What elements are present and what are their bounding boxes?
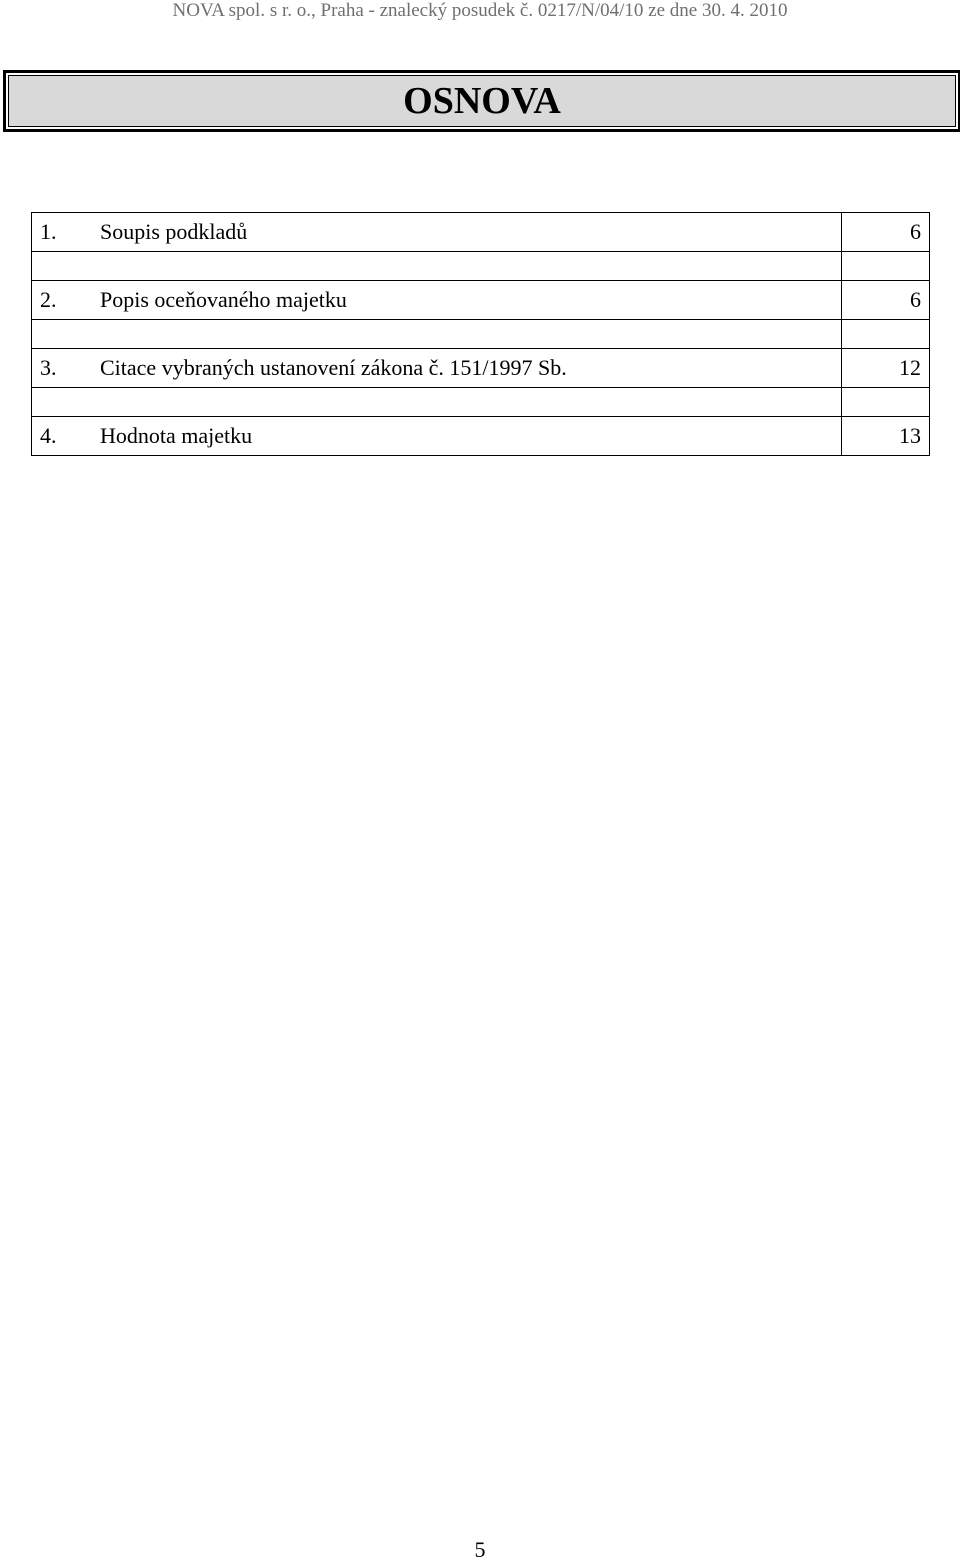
toc-item-label: Soupis podkladů [100,219,248,244]
toc-item-number: 1. [40,219,57,244]
toc-item-page: 6 [842,281,930,320]
toc-item-cell [32,281,842,320]
toc-item-page: 12 [842,349,930,388]
toc-item-label: Citace vybraných ustanovení zákona č. 151/1997 Sb. [100,355,567,380]
table-of-contents [31,212,930,456]
toc-row [32,349,930,388]
toc-item-number: 2. [40,287,57,312]
toc-item-label: Popis oceňovaného majetku [100,287,347,312]
running-header: NOVA spol. s r. o., Praha - znalecký posudek č. 0217/N/04/10 ze dne 30. 4. 2010 [172,0,788,21]
toc-spacer-row [32,252,930,281]
toc-spacer-row [32,320,930,349]
page-number: 5 [474,1537,486,1562]
toc-item-cell [32,349,842,388]
toc-item-number: 4. [40,423,57,448]
toc-item-cell [32,213,842,252]
toc-row [32,417,930,456]
toc-item-number: 3. [40,355,57,380]
toc-item-page: 6 [842,213,930,252]
page-title: OSNOVA [8,75,956,127]
toc-item-page: 13 [842,417,930,456]
toc-row [32,281,930,320]
title-box [3,70,960,132]
toc-row [32,213,930,252]
toc-item-label: Hodnota majetku [100,423,253,448]
toc-spacer-row [32,388,930,417]
toc-item-cell [32,417,842,456]
